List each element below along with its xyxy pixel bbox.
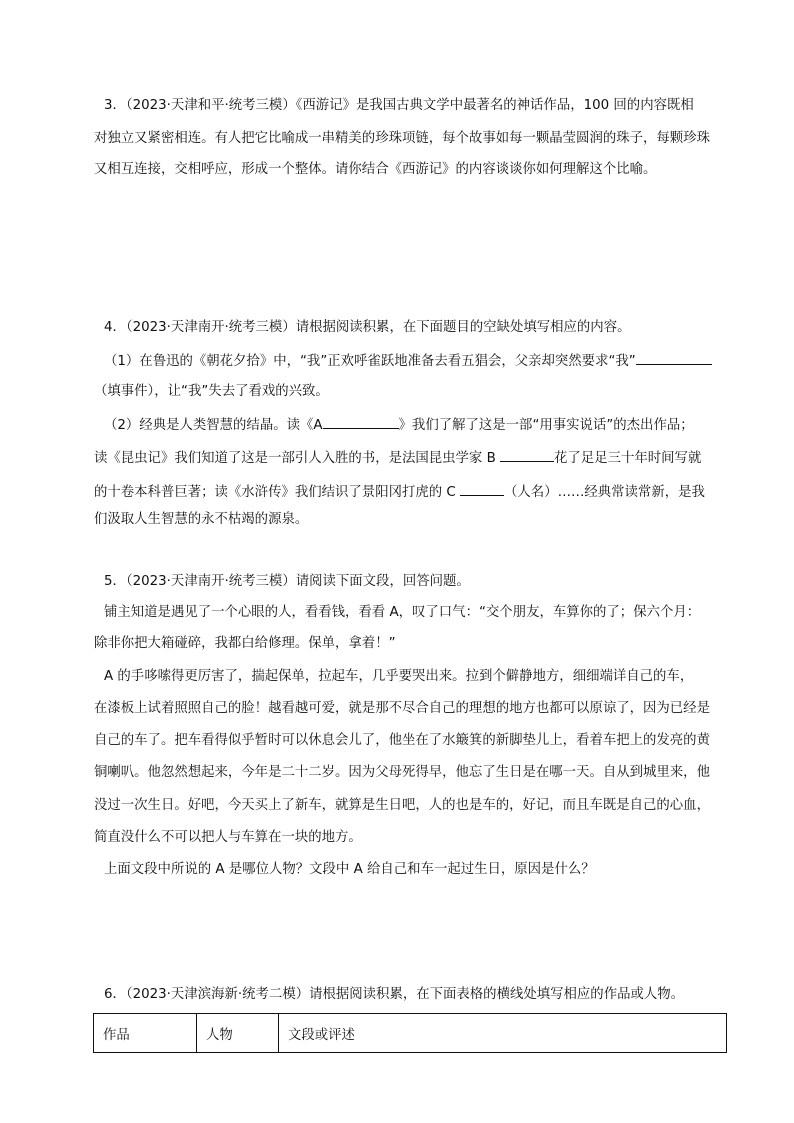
works-table: [93, 1013, 727, 1053]
q4-part1-text: （1）在鲁迅的《朝花夕拾》中，“我”正欢呼雀跃地准备去看五猖会，父亲却突然要求“我”: [104, 354, 636, 369]
table-header-row: [94, 1014, 727, 1053]
q3-line-2: 对独立又紧密相连。有人把它比喻成一串精美的珍珠项链，每个故事如每一颗晶莹圆润的珠子，每颗珍珠: [94, 131, 710, 146]
q5-passage-line-5: 自己的车了。把车看得似乎暂时可以休息会儿了，他坐在了水簸箕的新脚垫儿上，看着车把上的发亮的黄: [94, 733, 710, 748]
q3-line-1: 3．（2023·天津和平·统考三模）《西游记》是我国古典文学中最著名的神话作品，100 回的内容既相: [104, 98, 694, 113]
q4-blank-a[interactable]: [323, 414, 399, 429]
q4-part2-text-a: （2）经典是人类智慧的结晶。读《A: [104, 418, 323, 433]
q5-question: 上面文段中所说的 A 是哪位人物？文段中 A 给自己和车一起过生日，原因是什么？: [104, 862, 595, 877]
q4-part2-line-2: [94, 447, 701, 469]
q4-part2-text-e: 的十卷本科普巨著；读《水浒传》我们结识了景阳冈打虎的 C: [94, 485, 456, 500]
q4-part2-text-d: 花了足足三十年时间写就: [554, 451, 702, 466]
q5-passage-line-7: 没过一次生日。好吧，今天买上了新车，就算是生日吧，人的也是车的，好记，而且车既是自己的心血，: [94, 798, 710, 813]
header-passage: 文段或评述: [279, 1014, 727, 1053]
q5-title: 5．（2023·天津南开·统考三模）请阅读下面文段，回答问题。: [104, 574, 470, 589]
q4-title: 4．（2023·天津南开·统考三模）请根据阅读积累，在下面题目的空缺处填写相应的内容。: [104, 320, 631, 335]
q5-passage-line-8: 简直没什么不可以把人与车算在一块的地方。: [94, 830, 362, 845]
q5-passage-line-6: 铜喇叭。他忽然想起来，今年是二十二岁。因为父母死得早，他忘了生日是在哪一天。自从到城里来，他: [94, 765, 710, 780]
q4-part1-line-2: （填事件），让“我”失去了看戏的兴致。: [94, 384, 329, 399]
q4-part2-text-f: （人名）……经典常读常新，是我: [504, 485, 705, 500]
q4-part2-line-4: 们汲取人生智慧的永不枯竭的源泉。: [94, 512, 309, 527]
q5-passage-line-2: 除非你把大箱碰碎，我都白给修理。保单，拿着！”: [94, 636, 396, 651]
q6-title: 6．（2023·天津滨海新·统考二模）请根据阅读积累，在下面表格的横线处填写相应的作品或人物。: [104, 987, 685, 1002]
q5-passage-line-3: A 的手哆嗦得更厉害了，揣起保单，拉起车，几乎要哭出来。拉到个僻静地方，细细端详自己的车，: [104, 669, 694, 684]
q3-line-3: 又相互连接，交相呼应，形成一个整体。请你结合《西游记》的内容谈谈你如何理解这个比喻。: [94, 162, 657, 177]
q4-part1-line-1: [104, 350, 712, 372]
q4-part2-line-3: [94, 481, 705, 503]
q4-part2-text-b: 》我们了解了这是一部“用事实说话”的杰出作品；: [398, 418, 694, 433]
header-work: 作品: [94, 1014, 197, 1053]
header-character: 人物: [197, 1014, 279, 1053]
q4-blank-c[interactable]: [460, 481, 504, 496]
q5-passage-line-1: 铺主知道是遇见了一个心眼的人，看看钱，看看 A，叹了口气：“交个朋友，车算你的了；保六个月：: [104, 605, 701, 620]
q4-part2-line-1: [104, 414, 694, 436]
q4-blank-b[interactable]: [500, 447, 554, 462]
q5-passage-line-4: 在漆板上试着照照自己的脸！越看越可爱，就是那不尽合自己的理想的地方也都可以原谅了，因为已经是: [94, 701, 710, 716]
q4-blank-event[interactable]: [636, 350, 712, 365]
q4-part2-text-c: 读《昆虫记》我们知道了这是一部引人入胜的书，是法国昆虫学家 B: [94, 451, 496, 466]
